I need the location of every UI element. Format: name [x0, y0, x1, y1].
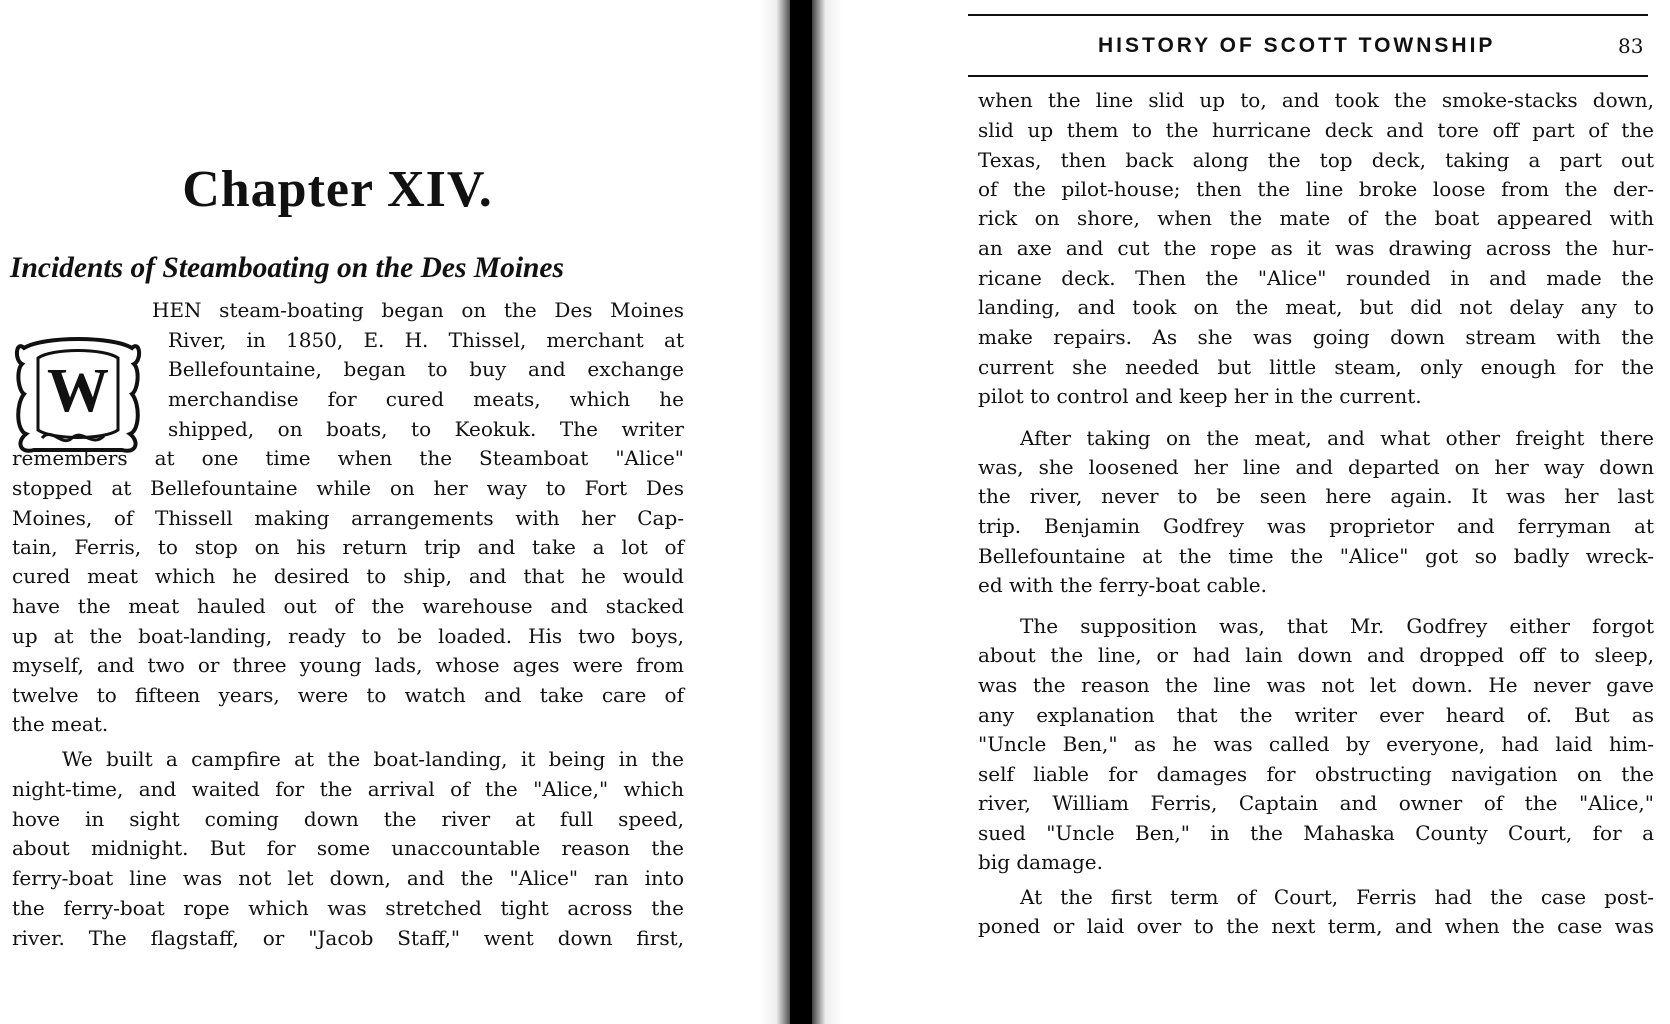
text-line: current she needed but little steam, only enough for the [978, 355, 1654, 379]
drop-cap-letter: W [47, 357, 109, 425]
text-line: hove in sight coming down the river at full speed, [12, 807, 684, 831]
text-line: Texas, then back along the top deck, taking a part out [978, 148, 1654, 172]
chapter-title: Chapter XIV. [182, 161, 493, 218]
text-line: ferry-boat line was not let down, and the "Alice" ran into [12, 866, 684, 890]
text-line: remembers at one time when the Steamboat "Alice" [12, 446, 684, 470]
text-line: HEN steam-boating began on the Des Moines [152, 298, 684, 322]
text-line: pilot to control and keep her in the current. [978, 384, 1422, 408]
text-line: big damage. [978, 850, 1103, 874]
text-line: river. The flagstaff, or "Jacob Staff," went down first, [12, 926, 684, 950]
text-line: sued "Uncle Ben," in the Mahaska County Court, for a [978, 821, 1654, 845]
text-line: the river, never to be seen here again. It was her last [978, 484, 1654, 508]
text-line: shipped, on boats, to Keokuk. The writer [168, 417, 684, 441]
left-page [0, 0, 760, 1024]
text-line: "Uncle Ben," as he was called by everyone, had laid him- [978, 732, 1654, 756]
running-header: HISTORY OF SCOTT TOWNSHIP [1098, 34, 1496, 57]
text-line: ed with the ferry-boat cable. [978, 573, 1267, 597]
text-line: any explanation that the writer ever heard of. But as [978, 703, 1654, 727]
gutter-shadow [790, 0, 812, 1024]
text-line: was the reason the line was not let down. He never gave [978, 673, 1654, 697]
text-line: After taking on the meat, and what other freight there [1020, 426, 1654, 450]
text-line: tain, Ferris, to stop on his return trip and take a lot of [12, 535, 684, 559]
text-line: night-time, and waited for the arrival of the "Alice," which [12, 777, 684, 801]
text-line: twelve to fifteen years, were to watch and take care of [12, 683, 684, 707]
text-line: river, William Ferris, Captain and owner of the "Alice," [978, 791, 1654, 815]
text-line: The supposition was, that Mr. Godfrey either forgot [1020, 614, 1654, 638]
header-rule [968, 75, 1648, 77]
ornamental-drop-cap [12, 330, 144, 458]
text-line: of the pilot-house; then the line broke loose from the der- [978, 177, 1654, 201]
text-line: Bellefountaine at the time the "Alice" got so badly wreck- [978, 544, 1654, 568]
text-line: an axe and cut the rope as it was drawing across the hur- [978, 236, 1654, 260]
text-line: landing, and took on the meat, but did not delay any to [978, 295, 1654, 319]
text-line: rick on shore, when the mate of the boat appeared with [978, 206, 1654, 230]
text-line: We built a campfire at the boat-landing, it being in the [62, 747, 684, 771]
text-line: when the line slid up to, and took the smoke-stacks down, [978, 88, 1654, 112]
text-line: make repairs. As she was going down stream with the [978, 325, 1654, 349]
text-line: Moines, of Thissell making arrangements with her Cap- [12, 506, 684, 530]
header-rule [968, 14, 1648, 16]
text-line: about the line, or had lain down and dropped off to sleep, [978, 643, 1654, 667]
text-line: myself, and two or three young lads, whose ages were from [12, 653, 684, 677]
page-number: 83 [1618, 34, 1644, 58]
text-line: River, in 1850, E. H. Thissel, merchant at [168, 328, 684, 352]
text-line: up at the boat-landing, ready to be loaded. His two boys, [12, 624, 684, 648]
text-line: self liable for damages for obstructing navigation on the [978, 762, 1654, 786]
text-line: about midnight. But for some unaccountable reason the [12, 836, 684, 860]
text-line: merchandise for cured meats, which he [168, 387, 684, 411]
text-line: stopped at Bellefountaine while on her way to Fort Des [12, 476, 684, 500]
text-line: At the first term of Court, Ferris had the case post- [1020, 885, 1654, 909]
text-line: ricane deck. Then the "Alice" rounded in and made the [978, 266, 1654, 290]
text-line: slid up them to the hurricane deck and tore off part of the [978, 118, 1654, 142]
text-line: trip. Benjamin Godfrey was proprietor and ferryman at [978, 514, 1654, 538]
text-line: was, she loosened her line and departed on her way down [978, 455, 1654, 479]
text-line: the meat. [12, 712, 109, 736]
text-line: poned or laid over to the next term, and when the case was [978, 914, 1654, 938]
text-line: Bellefountaine, began to buy and exchange [168, 357, 684, 381]
chapter-subtitle: Incidents of Steamboating on the Des Moines [10, 252, 565, 284]
text-line: cured meat which he desired to ship, and that he would [12, 564, 684, 588]
text-line: the ferry-boat rope which was stretched tight across the [12, 896, 684, 920]
text-line: have the meat hauled out of the warehouse and stacked [12, 594, 684, 618]
